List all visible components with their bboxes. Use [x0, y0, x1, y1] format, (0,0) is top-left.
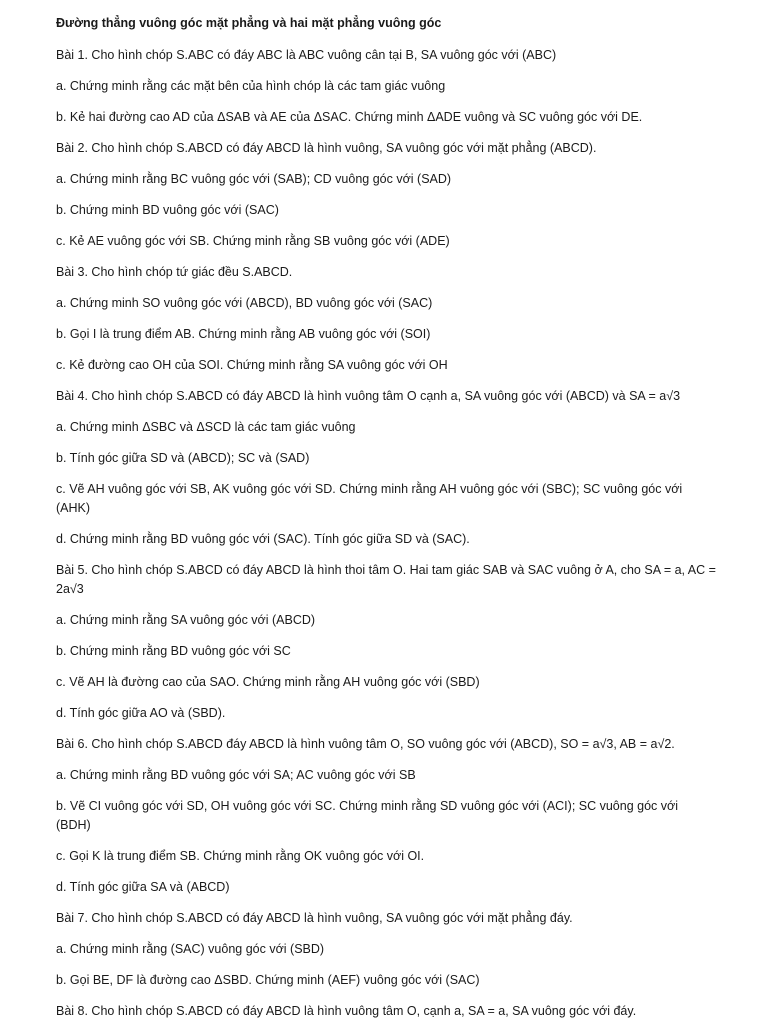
- exercise-5-part-d: d. Tính góc giữa AO và (SBD).: [56, 706, 226, 720]
- exercise-5-part-a: a. Chứng minh rằng SA vuông góc với (ABCD): [56, 613, 316, 627]
- exercise-4-part-b: b. Tính góc giữa SD và (ABCD); SC và (SAD): [56, 451, 310, 465]
- exercise-4-part-d: d. Chứng minh rằng BD vuông góc với (SAC). Tính góc giữa SD và (SAC).: [56, 532, 470, 546]
- exercise-6-part-d: d. Tính góc giữa SA và (ABCD): [56, 880, 230, 894]
- exercise-4-statement: Bài 4. Cho hình chóp S.ABCD có đáy ABCD là hình vuông tâm O cạnh a, SA vuông góc với (ABCD) và SA = a√3: [56, 389, 681, 403]
- exercise-8-statement: Bài 8. Cho hình chóp S.ABCD có đáy ABCD là hình vuông tâm O, cạnh a, SA = a, SA vuông góc với đáy.: [56, 1004, 637, 1018]
- exercise-2-part-a: a. Chứng minh rằng BC vuông góc với (SAB); CD vuông góc với (SAD): [56, 172, 452, 186]
- exercise-6-part-c: c. Gọi K là trung điểm SB. Chứng minh rằng OK vuông góc với OI.: [56, 849, 425, 863]
- document-title: Đường thẳng vuông góc mặt phẳng và hai mặt phẳng vuông góc: [56, 16, 442, 30]
- exercise-7-statement: Bài 7. Cho hình chóp S.ABCD có đáy ABCD là hình vuông, SA vuông góc với mặt phẳng đáy.: [56, 911, 573, 925]
- exercise-2-part-c: c. Kẻ AE vuông góc với SB. Chứng minh rằng SB vuông góc với (ADE): [56, 234, 450, 248]
- exercise-6-statement: Bài 6. Cho hình chóp S.ABCD đáy ABCD là hình vuông tâm O, SO vuông góc với (ABCD), SO = a√3, AB = a√2.: [56, 737, 675, 751]
- exercise-3-part-a: a. Chứng minh SO vuông góc với (ABCD), BD vuông góc với (SAC): [56, 296, 433, 310]
- exercise-7-part-a: a. Chứng minh rằng (SAC) vuông góc với (SBD): [56, 942, 325, 956]
- exercise-5-statement: Bài 5. Cho hình chóp S.ABCD có đáy ABCD là hình thoi tâm O. Hai tam giác SAB và SAC vuông ở A, cho SA = a, AC = 2a√3: [56, 563, 716, 596]
- document-page: [56, 12, 716, 1031]
- exercise-1-statement: Bài 1. Cho hình chóp S.ABC có đáy ABC là ABC vuông cân tại B, SA vuông góc với (ABC): [56, 48, 557, 62]
- exercise-1-part-b: b. Kẻ hai đường cao AD của ΔSAB và AE của ΔSAC. Chứng minh ΔADE vuông và SC vuông góc với DE.: [56, 110, 643, 124]
- exercise-3-statement: Bài 3. Cho hình chóp tứ giác đều S.ABCD.: [56, 265, 293, 279]
- exercise-4-part-a: a. Chứng minh ΔSBC và ΔSCD là các tam giác vuông: [56, 420, 356, 434]
- exercise-7-part-b: b. Gọi BE, DF là đường cao ΔSBD. Chứng minh (AEF) vuông góc với (SAC): [56, 973, 480, 987]
- exercise-6-part-a: a. Chứng minh rằng BD vuông góc với SA; AC vuông góc với SB: [56, 768, 416, 782]
- exercise-3-part-c: c. Kẻ đường cao OH của SOI. Chứng minh rằng SA vuông góc với OH: [56, 358, 448, 372]
- exercise-1-part-a: a. Chứng minh rằng các mặt bên của hình chóp là các tam giác vuông: [56, 79, 446, 93]
- exercise-5-part-b: b. Chứng minh rằng BD vuông góc với SC: [56, 644, 291, 658]
- exercise-5-part-c: c. Vẽ AH là đường cao của SAO. Chứng minh rằng AH vuông góc với (SBD): [56, 675, 480, 689]
- exercise-2-statement: Bài 2. Cho hình chóp S.ABCD có đáy ABCD là hình vuông, SA vuông góc với mặt phẳng (ABCD).: [56, 141, 597, 155]
- exercise-3-part-b: b. Gọi I là trung điểm AB. Chứng minh rằng AB vuông góc với (SOI): [56, 327, 431, 341]
- exercise-2-part-b: b. Chứng minh BD vuông góc với (SAC): [56, 203, 279, 217]
- exercise-6-part-b: b. Vẽ CI vuông góc với SD, OH vuông góc với SC. Chứng minh rằng SD vuông góc với (ACI); SC vuông góc với (BDH): [56, 799, 678, 832]
- exercise-4-part-c: c. Vẽ AH vuông góc với SB, AK vuông góc với SD. Chứng minh rằng AH vuông góc với (SBC); SC vuông góc với (AHK): [56, 482, 683, 515]
